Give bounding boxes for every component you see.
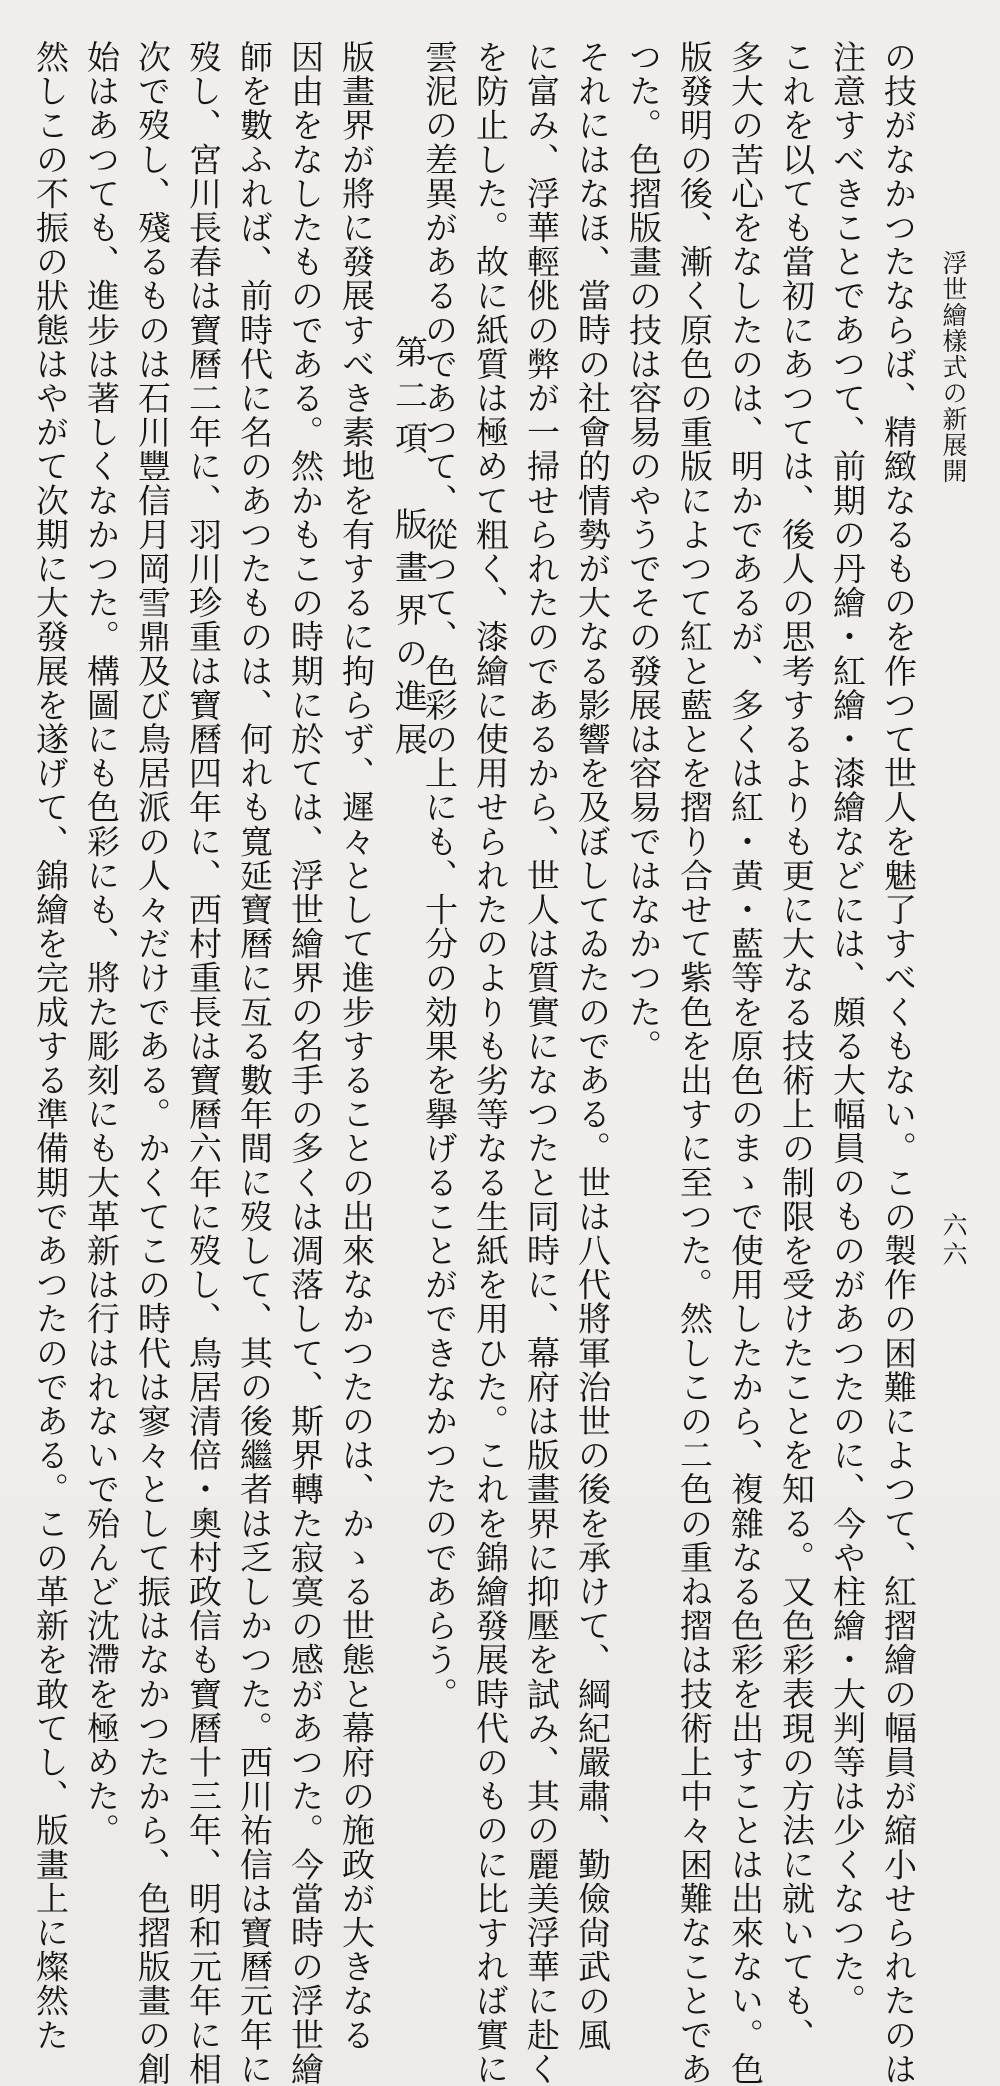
text-line: 歿し、宮川長春は寶曆二年に、羽川珍重は寶曆四年に、西村重長は寶曆六年に歿し、鳥居清倍・奧村政信も寶曆十三年、明和元年に相 — [184, 40, 223, 2086]
text-line: 師を數ふれば、前時代に名のあつたものは、何れも寬延寶曆に亙る數年間に歿して、其の後繼者は乏しかつた。西川祐信は寶曆元年に — [235, 40, 274, 2086]
text-line: に富み、浮華輕佻の弊が一掃せられたのであるから、世人は質實になつたと同時に、幕府は版畫界に抑壓を試み、其の麗美浮華に赴く — [522, 40, 561, 2086]
text-line: を防止した。故に紙質は極めて粗く、漆繪に使用せられたのよりも劣等なる生紙を用ひた。これを錦繪發展時代のものに比すれば實に — [471, 40, 510, 2086]
text-line: 雲泥の差異があるのであつて、從つて、色彩の上にも、十分の効果を擧げることができなかつたのであらう。 — [420, 40, 459, 1711]
text-line: 始はあつても、進步は著しくなかつた。構圖にも色彩にも、將た彫刻にも大革新は行はれないで殆んど沈滯を極めた。 — [82, 40, 121, 1848]
text-line: 然しこの不振の狀態はやがて次期に大發展を遂げて、錦繪を完成する準備期であつたのである。この革新を敢てし、版畫上に燦然た — [31, 40, 70, 2052]
running-title: 浮世繪樣式の新展開 — [939, 250, 968, 484]
text-line: 注意すべきことであつて、前期の丹繪・紅繪・漆繪などには、頗る大幅員のものがあつたのに、今や柱繪・大判等は少くなつた。 — [828, 40, 867, 2018]
text-line: 版畫界が將に發展すべき素地を有するに拘らず、遲々として進步することの出來なかつたのは、かゝる世態と幕府の施政が大きなる — [337, 40, 376, 2052]
text-line: 多大の苦心をなしたのは、明かであるが、多くは紅・黄・藍等を原色のまゝで使用したから、複雜なる色彩を出すことは出來ない。色 — [726, 40, 765, 2086]
text-line: の技がなかつたならば、精緻なるものを作つて世人を魅了すべくもない。この製作の困難によつて、紅摺繪の幅員が縮小せられたのは — [879, 40, 918, 2086]
text-line: 版發明の後、漸く原色の重版によつて紅と藍とを摺り合せて紫色を出すに至つた。然しこの二色の重ね摺は技術上中々困難なことであ — [675, 40, 714, 2086]
text-line: これを以ても當初にあつては、後人の思考するよりも更に大なる技術上の制限を受けたことを知る。又色彩表現の方法に就いても、 — [777, 40, 816, 2052]
text-line: つた。色摺版畫の技は容易のやうでその發展は容易ではなかつた。 — [624, 40, 663, 1063]
page-number: 六六 — [939, 1212, 968, 1270]
text-line: 因由をなしたものである。然かもこの時期に於ては、浮世繪界の名手の多くは凋落して、斯界轉た寂寞の感があつた。今當時の浮世繪 — [286, 40, 325, 2086]
text-line: 次で歿し、殘るものは石川豐信月岡雪鼎及び鳥居派の人々だけである。かくてこの時代は寥々として振はなかつたから、色摺版畫の創 — [133, 40, 172, 2086]
text-line: それにはなほ、當時の社會的情勢が大なる影響を及ぼしてゐたのである。世は八代將軍治世の後を承けて、綱紀嚴肅、勤儉尙武の風 — [573, 40, 612, 2052]
section-heading: 第二項 版畫界の進展 — [390, 335, 429, 765]
